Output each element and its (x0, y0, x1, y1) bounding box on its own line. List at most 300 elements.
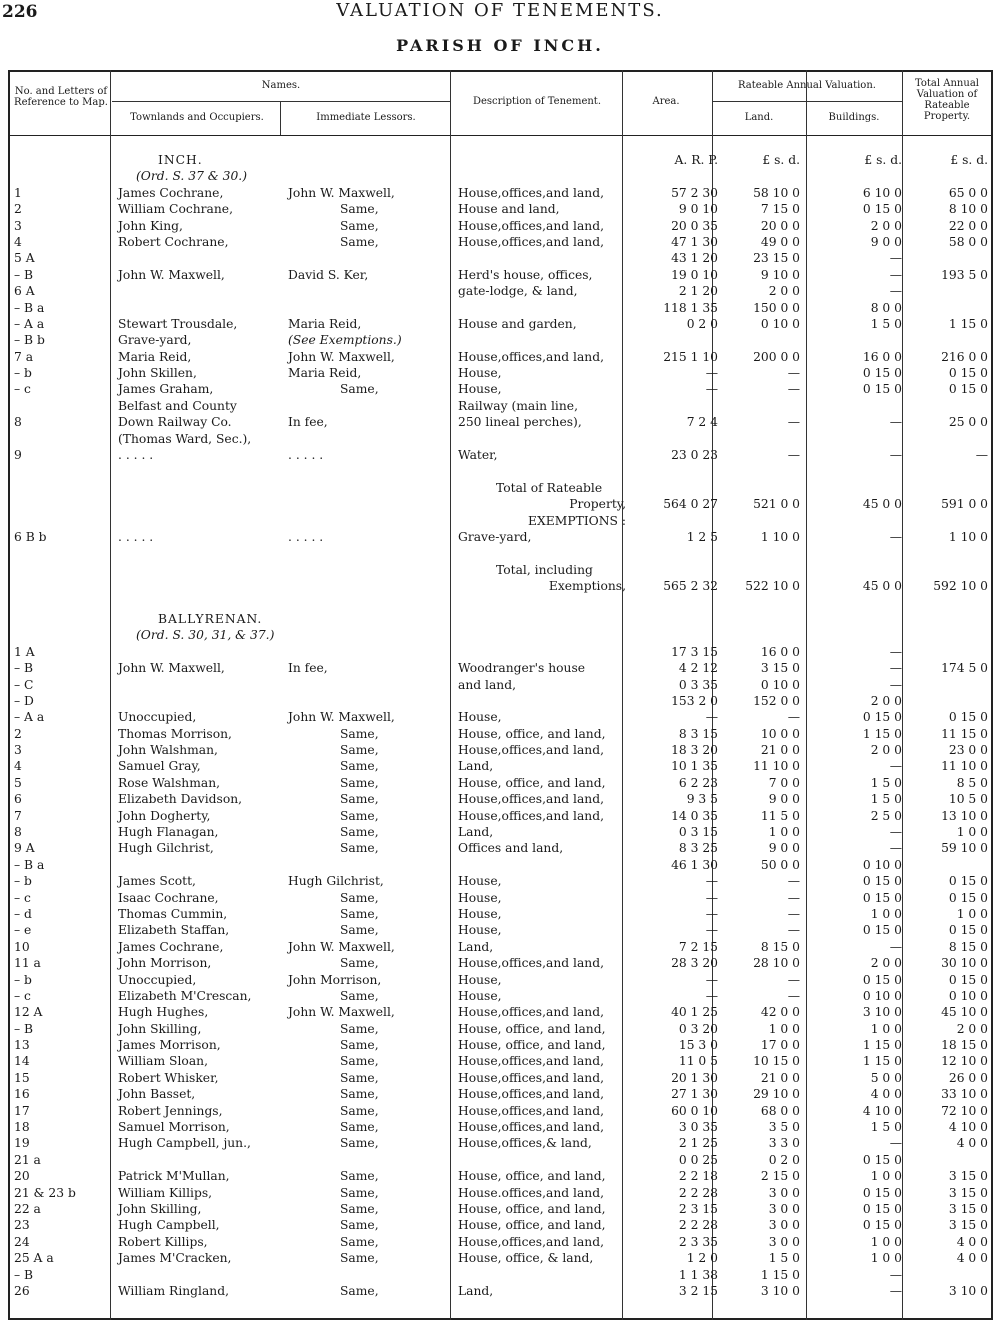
buildings-value-cell: 0 15 0 (862, 366, 902, 381)
area-cell: 2 2 28 (678, 1185, 718, 1200)
total-value-cell: 4 0 0 (956, 1234, 988, 1249)
header-townlands: Townlands and Occupiers. (130, 112, 264, 123)
description-cell: Total, including (496, 562, 593, 577)
total-value-cell: 592 10 0 (933, 579, 988, 594)
buildings-value-cell: — (889, 1267, 902, 1282)
ref-cell: – B (14, 1021, 34, 1036)
ref-cell: 11 a (14, 956, 41, 971)
table-row (8, 627, 993, 643)
total-value-cell: 0 15 0 (948, 874, 988, 889)
area-cell: — (705, 890, 718, 905)
area-cell: 9 3 5 (686, 792, 718, 807)
description-cell: House,offices,and land, (458, 1234, 604, 1249)
lessor-cell: Same, (340, 1251, 379, 1266)
buildings-value-cell: 0 15 0 (862, 382, 902, 397)
land-value-cell: 49 0 0 (760, 234, 800, 249)
area-cell: — (705, 710, 718, 725)
lessor-cell: Same, (340, 1283, 379, 1298)
occupier-cell: John Skillen, (118, 366, 197, 381)
area-cell: 3 2 15 (678, 1283, 718, 1298)
total-value-cell: 30 10 0 (941, 956, 988, 971)
buildings-value-cell: 1 5 0 (870, 775, 902, 790)
description-cell: House, (458, 972, 502, 987)
area-cell: 0 3 15 (678, 825, 718, 840)
area-cell: 2 2 28 (678, 1218, 718, 1233)
area-cell: 1 2 0 (686, 1251, 718, 1266)
ref-cell: 26 (14, 1283, 30, 1298)
ref-cell: 6 (14, 792, 22, 807)
occupier-cell: John Basset, (118, 1087, 196, 1102)
buildings-value-cell: 4 0 0 (870, 1087, 902, 1102)
table-row (8, 1070, 993, 1086)
ref-cell: 6 A (14, 284, 35, 299)
names-divider (112, 101, 450, 102)
table-row (8, 1004, 993, 1020)
occupier-cell: James Graham, (118, 382, 214, 397)
ref-cell: – b (14, 366, 32, 381)
buildings-value-cell: — (889, 251, 902, 266)
total-value-cell: 65 0 0 (948, 185, 988, 200)
land-value-cell: 10 15 0 (753, 1054, 800, 1069)
table-row (8, 693, 993, 709)
buildings-value-cell: — (889, 415, 902, 430)
table-row (8, 972, 993, 988)
table-row (8, 775, 993, 791)
land-value-cell: 1 0 0 (768, 825, 800, 840)
ref-cell: 8 (14, 415, 22, 430)
occupier-cell: (Ord. S. 30, 31, & 37.) (136, 628, 275, 643)
buildings-value-cell: 1 0 0 (870, 1251, 902, 1266)
lessor-cell: In fee, (288, 415, 328, 430)
buildings-value-cell: — (889, 759, 902, 774)
buildings-value-cell: 16 0 0 (862, 349, 902, 364)
ref-cell: 2 (14, 202, 22, 217)
buildings-value-cell: 2 0 0 (870, 956, 902, 971)
lessor-cell: Same, (340, 1021, 379, 1036)
lessor-cell: (See Exemptions.) (288, 333, 402, 348)
land-value-cell: — (787, 874, 800, 889)
table-row (8, 349, 993, 365)
area-cell: 0 3 35 (678, 677, 718, 692)
lessor-cell: Same, (340, 1120, 379, 1135)
occupier-cell: Grave-yard, (118, 333, 192, 348)
occupier-cell: James Scott, (118, 874, 196, 889)
total-value-cell: 1 15 0 (948, 316, 988, 331)
ref-cell: 14 (14, 1054, 30, 1069)
occupier-cell: William Ringland, (118, 1283, 230, 1298)
lessor-cell: Same, (340, 743, 379, 758)
land-value-cell: 20 0 0 (760, 218, 800, 233)
buildings-value-cell: — (889, 284, 902, 299)
area-cell: 564 0 27 (663, 497, 718, 512)
lessor-cell: Same, (340, 1202, 379, 1216)
land-value-cell: 17 0 0 (760, 1038, 800, 1053)
ref-cell: 23 (14, 1218, 30, 1233)
table-row (8, 873, 993, 889)
land-value-cell: — (787, 988, 800, 1003)
ref-cell: – A a (14, 316, 45, 331)
occupier-cell: John Morrison, (118, 956, 212, 971)
description-cell: House,offices,and land, (458, 234, 604, 249)
buildings-value-cell: 1 0 0 (870, 1234, 902, 1249)
buildings-value-cell: 0 15 0 (862, 1185, 902, 1200)
area-cell: 47 1 30 (671, 234, 718, 249)
table-row (8, 300, 993, 316)
land-value-cell: 7 15 0 (760, 202, 800, 217)
table-row (8, 709, 993, 725)
buildings-value-cell: 1 15 0 (862, 726, 902, 741)
total-value-cell: 18 15 0 (941, 1038, 988, 1053)
land-value-cell: — (787, 890, 800, 905)
total-value-cell: 2 0 0 (956, 1021, 988, 1036)
table-row (8, 1168, 993, 1184)
ref-cell: 8 (14, 825, 22, 840)
description-cell: House,offices,and land, (458, 218, 604, 233)
lessor-cell: Same, (340, 1218, 379, 1233)
area-cell: 57 2 30 (671, 185, 718, 200)
ref-cell: 9 A (14, 841, 35, 856)
occupier-cell: Samuel Gray, (118, 759, 201, 774)
description-cell: House and garden, (458, 316, 577, 331)
table-row (8, 726, 993, 742)
lessor-cell: Same, (340, 759, 379, 774)
total-value-cell: 59 10 0 (941, 841, 988, 856)
table-row (8, 988, 993, 1004)
description-cell: Property, (569, 497, 626, 512)
table-row (8, 660, 993, 676)
total-value-cell: 22 0 0 (948, 218, 988, 233)
lessor-cell: . . . . . (288, 529, 324, 544)
table-row (8, 1103, 993, 1119)
total-value-cell: 1 0 0 (956, 825, 988, 840)
land-value-cell: — (787, 448, 800, 463)
total-value-cell: 0 10 0 (948, 988, 988, 1003)
buildings-value-cell: — (889, 267, 902, 282)
lessor-cell: Same, (340, 1169, 379, 1184)
area-cell: 27 1 30 (671, 1087, 718, 1102)
buildings-value-cell: 1 15 0 (862, 1038, 902, 1053)
total-value-cell: 13 10 0 (941, 808, 988, 823)
ref-cell: 15 (14, 1070, 30, 1085)
table-row (8, 1267, 993, 1283)
buildings-value-cell: 1 5 0 (870, 316, 902, 331)
table-row (8, 463, 993, 479)
lessor-cell: John W. Maxwell, (288, 939, 395, 954)
occupier-cell: James Cochrane, (118, 185, 224, 200)
occupier-cell: Patrick M'Mullan, (118, 1169, 230, 1184)
ref-cell: – C (14, 677, 34, 692)
description-cell: House, office, and land, (458, 1169, 606, 1184)
table-row (8, 398, 993, 414)
buildings-value-cell: 0 10 0 (862, 988, 902, 1003)
total-value-cell: 0 15 0 (948, 710, 988, 725)
area-cell: 28 3 20 (671, 956, 718, 971)
land-value-cell: 8 15 0 (760, 939, 800, 954)
lessor-cell: Same, (340, 1070, 379, 1085)
occupier-cell: Rose Walshman, (118, 775, 221, 790)
lessor-cell: . . . . . (288, 448, 324, 463)
land-value-cell: 42 0 0 (760, 1005, 800, 1020)
table-row (8, 906, 993, 922)
description-cell: House, office, and land, (458, 726, 606, 741)
lessor-cell: Same, (340, 1185, 379, 1200)
area-cell: 43 1 20 (671, 251, 718, 266)
description-cell: House, (458, 890, 502, 905)
buildings-value-cell: 3 10 0 (862, 1005, 902, 1020)
occupier-cell: Robert Jennings, (118, 1103, 223, 1118)
area-cell: 6 2 23 (678, 775, 718, 790)
table-row (8, 840, 993, 856)
total-value-cell: 3 10 0 (948, 1283, 988, 1298)
table-row (8, 545, 993, 561)
description-cell: House, (458, 988, 502, 1003)
description-cell: House,offices,and land, (458, 743, 604, 758)
table-row (8, 1185, 993, 1201)
ref-cell: 25 A a (14, 1251, 54, 1266)
ref-cell: – d (14, 906, 32, 921)
ref-cell: 9 (14, 448, 22, 463)
lessor-cell: Same, (340, 1054, 379, 1069)
total-value-cell: 11 10 0 (941, 759, 988, 774)
ref-cell: 5 (14, 775, 22, 790)
table-row (8, 529, 993, 545)
description-cell: and land, (458, 677, 516, 692)
land-value-cell: 0 2 0 (768, 1152, 800, 1167)
occupier-cell: Down Railway Co. (118, 415, 232, 430)
buildings-value-cell: — (889, 644, 902, 659)
table-row (8, 1201, 993, 1217)
description-cell: House,offices,and land, (458, 1120, 604, 1135)
buildings-value-cell: — (889, 661, 902, 676)
ref-cell: 17 (14, 1103, 30, 1118)
lessor-cell: Same, (340, 218, 379, 233)
buildings-value-cell: — (889, 939, 902, 954)
area-cell: 7 2 4 (686, 415, 718, 430)
land-value-cell: 10 0 0 (760, 726, 800, 741)
ref-cell: – B a (14, 300, 45, 315)
lessor-cell: Maria Reid, (288, 316, 362, 331)
ref-cell: – B (14, 267, 34, 282)
occupier-cell: Samuel Morrison, (118, 1120, 230, 1135)
table-row (8, 185, 993, 201)
land-value-cell: 28 10 0 (753, 956, 800, 971)
ref-cell: – c (14, 988, 31, 1003)
buildings-value-cell: 1 5 0 (870, 792, 902, 807)
buildings-value-cell: 1 15 0 (862, 1054, 902, 1069)
land-value-cell: 3 3 0 (768, 1136, 800, 1151)
description-cell: Land, (458, 1283, 494, 1298)
area-cell: — (705, 988, 718, 1003)
table-row (8, 431, 993, 447)
occupier-cell: William Killips, (118, 1185, 213, 1200)
lessor-cell: John Morrison, (288, 972, 382, 987)
lessor-cell: Same, (340, 890, 379, 905)
buildings-value-cell: 6 10 0 (862, 185, 902, 200)
total-value-cell: 0 15 0 (948, 382, 988, 397)
occupier-cell: Elizabeth Staffan, (118, 923, 230, 938)
ref-cell: 6 B b (14, 529, 47, 544)
lessor-cell: Same, (340, 792, 379, 807)
table-row (8, 1135, 993, 1151)
buildings-value-cell: 0 15 0 (862, 1218, 902, 1233)
lessor-cell: Maria Reid, (288, 366, 362, 381)
description-cell: 250 lineal perches), (458, 415, 582, 430)
land-value-cell: 522 10 0 (745, 579, 800, 594)
area-cell: 2 3 15 (678, 1202, 718, 1216)
land-value-cell: 58 10 0 (753, 185, 800, 200)
table-body (8, 152, 993, 1299)
occupier-cell: (Ord. S. 37 & 30.) (136, 169, 248, 184)
land-value-cell: £ s. d. (762, 153, 800, 167)
description-cell: House, office, and land, (458, 1218, 606, 1233)
occupier-cell: Hugh Campbell, jun., (118, 1136, 251, 1151)
lessor-cell: Same, (340, 1136, 379, 1151)
area-cell: 4 2 12 (678, 661, 718, 676)
table-row (8, 1234, 993, 1250)
header-names: Names. (261, 80, 301, 91)
description-cell: Herd's house, offices, (458, 267, 593, 282)
buildings-value-cell: 2 0 0 (870, 218, 902, 233)
occupier-cell: John W. Maxwell, (118, 267, 225, 282)
buildings-value-cell: — (889, 448, 902, 463)
area-cell: 2 2 18 (678, 1169, 718, 1184)
table-row (8, 955, 993, 971)
lessor-cell: Same, (340, 234, 379, 249)
occupier-cell: Robert Whisker, (118, 1070, 219, 1085)
total-value-cell: 10 5 0 (948, 792, 988, 807)
description-cell: House,offices,and land, (458, 185, 604, 200)
occupier-cell: Hugh Flanagan, (118, 825, 219, 840)
land-value-cell: 68 0 0 (760, 1103, 800, 1118)
area-cell: 18 3 20 (671, 743, 718, 758)
land-value-cell: — (787, 382, 800, 397)
total-value-cell: 1 0 0 (956, 906, 988, 921)
lessor-cell: Same, (340, 382, 379, 397)
ref-cell: 3 (14, 743, 22, 758)
description-cell: House,offices,and land, (458, 1103, 604, 1118)
area-cell: 565 2 32 (663, 579, 718, 594)
land-value-cell: 9 0 0 (768, 792, 800, 807)
area-cell: 20 0 35 (671, 218, 718, 233)
buildings-value-cell: 2 0 0 (870, 743, 902, 758)
description-cell: gate-lodge, & land, (458, 284, 578, 299)
buildings-value-cell: 1 5 0 (870, 1120, 902, 1135)
header-buildings: Buildings. (828, 112, 880, 123)
description-cell: Water, (458, 448, 498, 463)
lessor-cell: In fee, (288, 661, 328, 676)
area-cell: 11 0 5 (678, 1054, 718, 1069)
land-value-cell: 50 0 0 (760, 857, 800, 872)
description-cell: House and land, (458, 202, 560, 217)
description-cell: House, (458, 366, 502, 381)
area-cell: 153 2 0 (671, 693, 718, 708)
land-value-cell: 2 15 0 (760, 1169, 800, 1184)
lessor-cell: Same, (340, 825, 379, 840)
header-land: Land. (744, 112, 774, 123)
total-value-cell: 3 15 0 (948, 1202, 988, 1216)
table-row (8, 496, 993, 512)
buildings-value-cell: — (889, 825, 902, 840)
lessor-cell: Same, (340, 808, 379, 823)
ref-cell: 13 (14, 1038, 30, 1053)
table-row (8, 201, 993, 217)
land-value-cell: 3 0 0 (768, 1234, 800, 1249)
area-cell: 19 0 10 (671, 267, 718, 282)
land-value-cell: 3 10 0 (760, 1283, 800, 1298)
table-row (8, 332, 993, 348)
occupier-cell: (Thomas Ward, Sec.), (118, 431, 252, 446)
table-row (8, 365, 993, 381)
occupier-cell: Belfast and County (118, 398, 237, 413)
table-row (8, 808, 993, 824)
ref-cell: 16 (14, 1087, 30, 1102)
occupier-cell: BALLYRENAN. (158, 611, 263, 626)
buildings-value-cell: 0 15 0 (862, 972, 902, 987)
table-row (8, 1283, 993, 1299)
area-cell: 118 1 35 (663, 300, 718, 315)
occupier-cell: James Morrison, (118, 1038, 221, 1053)
occupier-cell: . . . . . (118, 448, 154, 463)
description-cell: House, office, and land, (458, 1021, 606, 1036)
land-value-cell: 21 0 0 (760, 1070, 800, 1085)
table-row (8, 1021, 993, 1037)
col-line-names-header (280, 101, 281, 135)
area-cell: 23 0 23 (671, 448, 718, 463)
ref-cell: 4 (14, 759, 22, 774)
description-cell: House,offices,and land, (458, 1087, 604, 1102)
land-value-cell: 0 10 0 (760, 316, 800, 331)
land-value-cell: 1 0 0 (768, 1021, 800, 1036)
parish-title: PARISH OF INCH. (396, 36, 604, 55)
table-row (8, 1152, 993, 1168)
header-total: Total Annual Valuation of Rateable Property. (915, 78, 979, 122)
total-value-cell: 33 10 0 (941, 1087, 988, 1102)
header-lessors: Immediate Lessors. (316, 112, 416, 123)
occupier-cell: John King, (118, 218, 183, 233)
table-row (8, 742, 993, 758)
total-value-cell: 3 15 0 (948, 1218, 988, 1233)
occupier-cell: Unoccupied, (118, 710, 197, 725)
description-cell: Offices and land, (458, 841, 564, 856)
area-cell: — (705, 972, 718, 987)
description-cell: House, office, & land, (458, 1251, 594, 1266)
ref-cell: – B b (14, 333, 45, 348)
lessor-cell: Same, (340, 775, 379, 790)
description-cell: House, office, and land, (458, 775, 606, 790)
lessor-cell: Same, (340, 923, 379, 938)
table-row (8, 824, 993, 840)
area-cell: — (705, 382, 718, 397)
occupier-cell: John Skilling, (118, 1202, 202, 1216)
ref-cell: 1 (14, 185, 22, 200)
description-cell: House,offices,and land, (458, 956, 604, 971)
land-value-cell: 150 0 0 (753, 300, 800, 315)
ref-cell: 1 A (14, 644, 35, 659)
table-row (8, 1119, 993, 1135)
total-value-cell: 4 0 0 (956, 1251, 988, 1266)
total-value-cell: — (975, 448, 988, 463)
occupier-cell: Elizabeth Davidson, (118, 792, 243, 807)
description-cell: House, office, and land, (458, 1202, 606, 1216)
ref-cell: – B (14, 661, 34, 676)
table-row (8, 791, 993, 807)
occupier-cell: John Walshman, (118, 743, 218, 758)
total-value-cell: 0 15 0 (948, 972, 988, 987)
buildings-value-cell: — (889, 1283, 902, 1298)
ref-cell: 10 (14, 939, 30, 954)
description-cell: EXEMPTIONS : (528, 513, 626, 528)
total-value-cell: 4 10 0 (948, 1120, 988, 1135)
